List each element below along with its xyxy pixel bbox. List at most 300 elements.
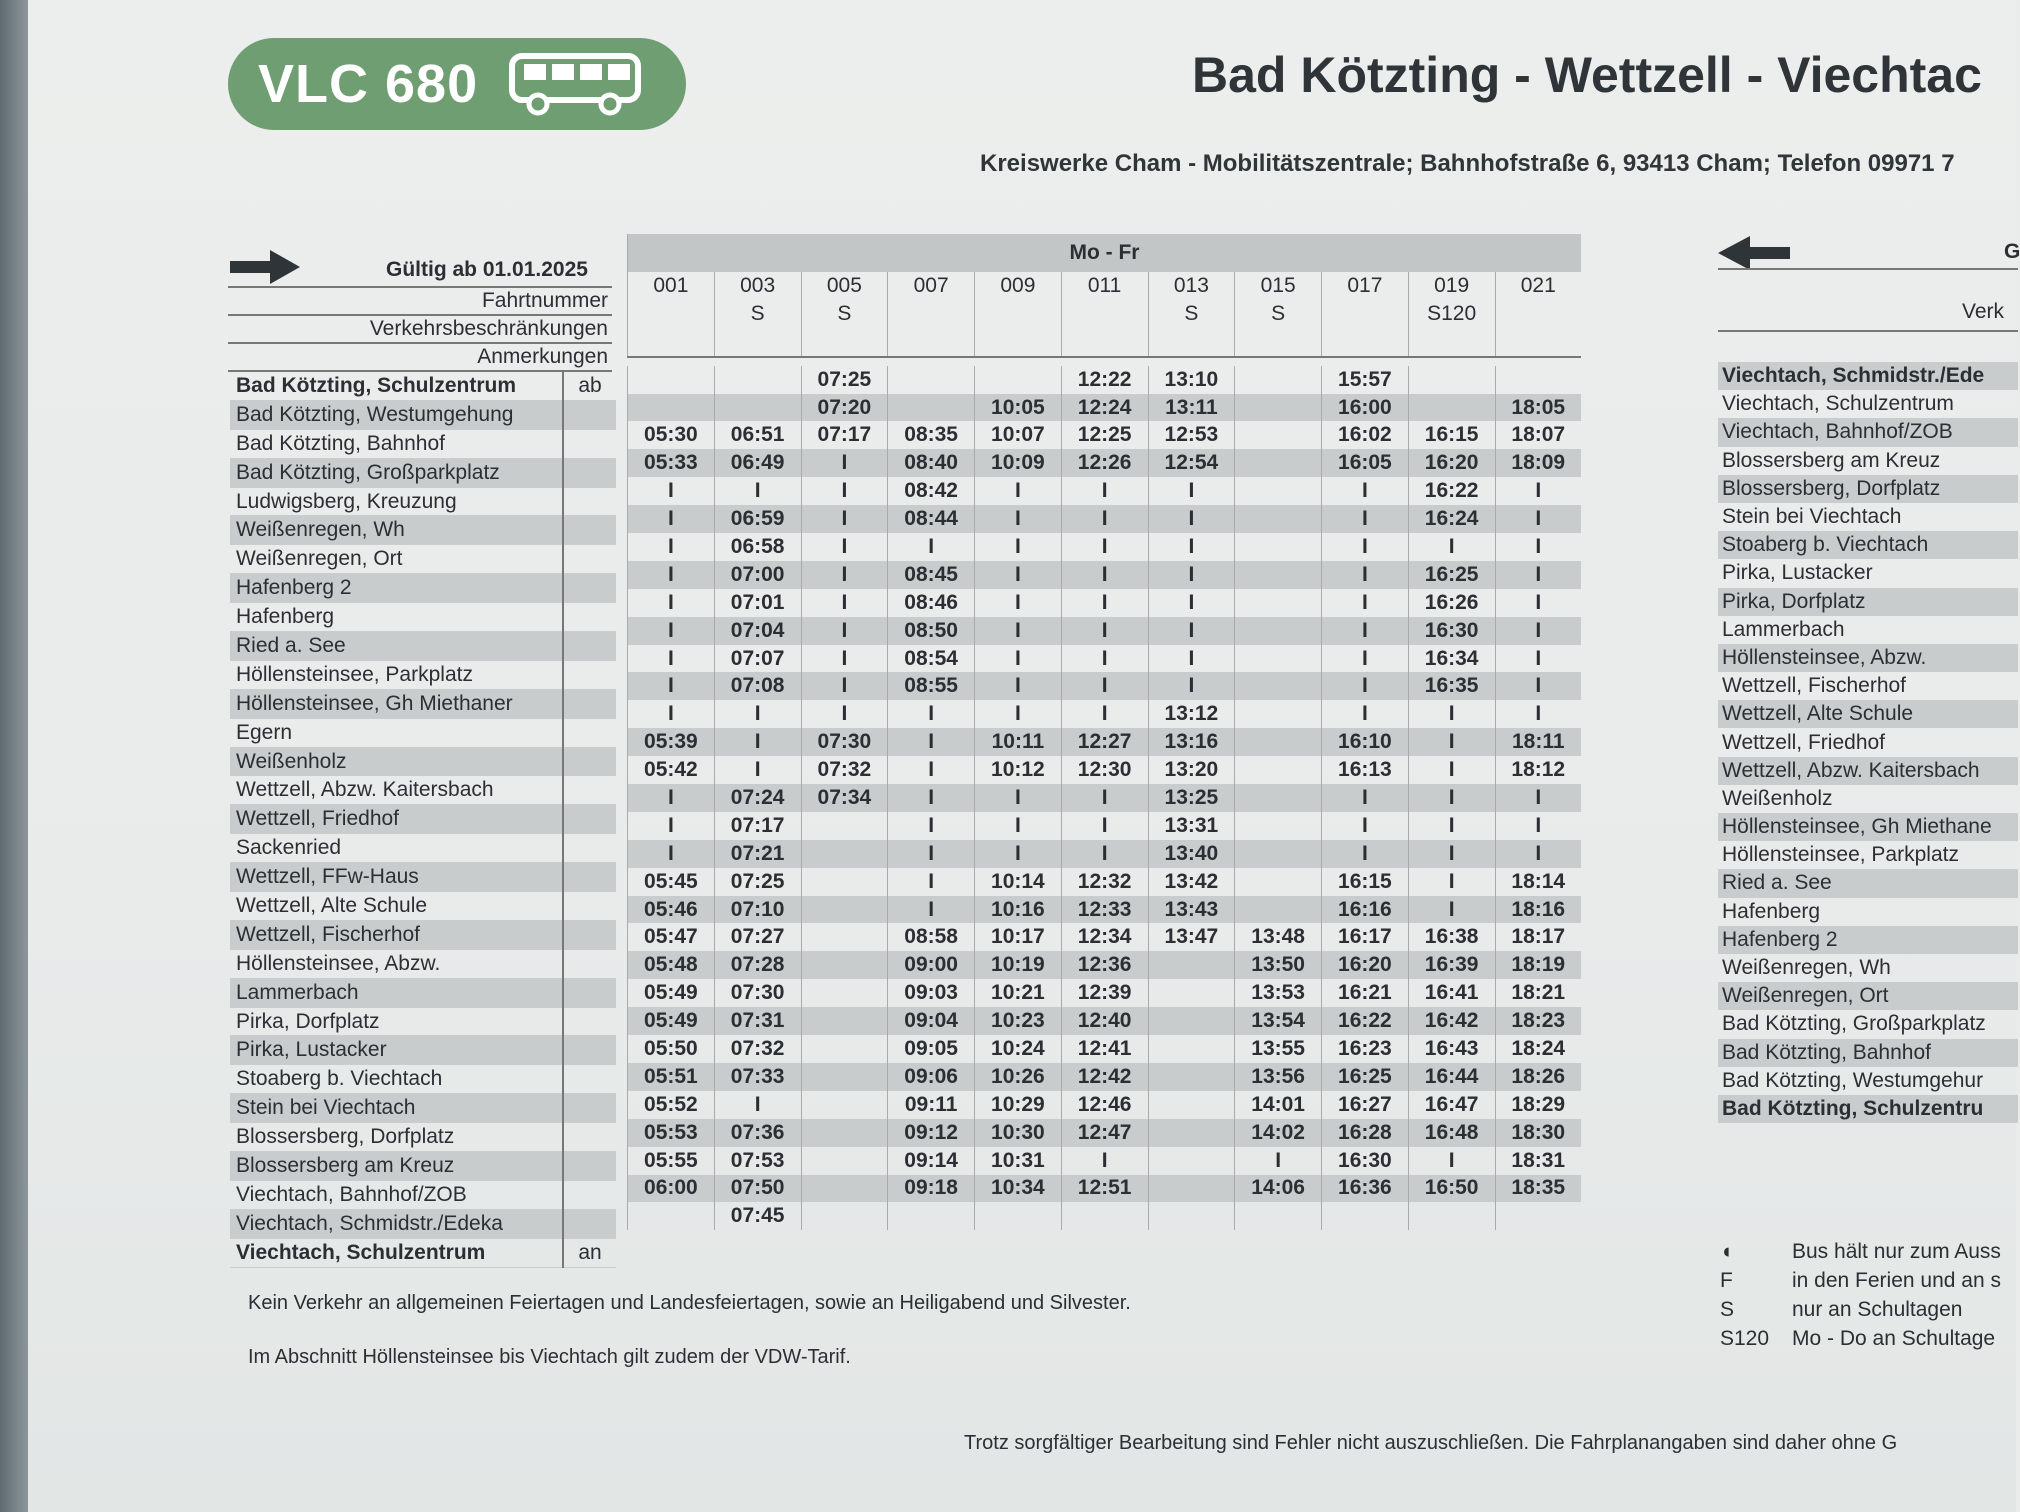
departure-time: I xyxy=(1322,840,1409,868)
departure-time: 10:24 xyxy=(975,1035,1062,1063)
return-stop-name: Wettzell, Abzw. Kaitersbach xyxy=(1718,757,2018,785)
departure-time: 07:32 xyxy=(714,1035,801,1063)
departure-time: 16:17 xyxy=(1322,923,1409,951)
return-stop-row xyxy=(1718,1095,2018,1123)
departure-time: 08:46 xyxy=(888,589,975,617)
time-row xyxy=(628,923,1582,951)
stop-row xyxy=(230,863,616,892)
stop-row xyxy=(230,372,616,400)
stop-row xyxy=(230,805,616,834)
departure-times-table xyxy=(627,234,1581,1230)
restriction-code: S xyxy=(801,300,888,328)
departure-time: 16:20 xyxy=(1322,951,1409,979)
stop-row xyxy=(230,458,616,487)
departure-time: 09:06 xyxy=(888,1063,975,1091)
departure-time: I xyxy=(1061,561,1148,589)
arrival-departure-mark xyxy=(563,1065,616,1094)
departure-time xyxy=(1235,421,1322,449)
restriction-code xyxy=(1495,300,1581,328)
departure-time: I xyxy=(1495,533,1581,561)
departure-time: I xyxy=(1322,561,1409,589)
departure-time: 10:26 xyxy=(975,1063,1062,1091)
departure-time xyxy=(801,868,888,896)
departure-time: 18:07 xyxy=(1495,421,1581,449)
valid-from: Gültig ab 01.01.2025 xyxy=(386,258,588,281)
arrival-departure-mark xyxy=(563,632,616,661)
stop-row xyxy=(230,574,616,603)
departure-time: 09:14 xyxy=(888,1147,975,1175)
departure-time: 06:58 xyxy=(714,533,801,561)
departure-time xyxy=(1235,756,1322,784)
departure-time: I xyxy=(628,617,715,645)
departure-time: I xyxy=(975,533,1062,561)
stop-list-table xyxy=(230,372,616,1268)
stop-name: Blossersberg am Kreuz xyxy=(230,1152,563,1181)
departure-time xyxy=(1235,617,1322,645)
departure-time xyxy=(801,840,888,868)
departure-time: 16:27 xyxy=(1322,1091,1409,1119)
departure-time: I xyxy=(1495,589,1581,617)
arrival-departure-mark xyxy=(563,545,616,574)
stop-name: Höllensteinsee, Parkplatz xyxy=(230,660,563,689)
departure-time: I xyxy=(1408,533,1495,561)
return-stop-name: Bad Kötzting, Großparkplatz xyxy=(1722,1012,1986,1036)
departure-time: I xyxy=(801,700,888,728)
stop-name: Lammerbach xyxy=(230,978,563,1007)
departure-time xyxy=(1148,1175,1235,1203)
legend xyxy=(1720,1240,2001,1356)
departure-time: 18:17 xyxy=(1495,923,1581,951)
arrival-departure-mark xyxy=(563,718,616,747)
departure-time: 16:15 xyxy=(1322,868,1409,896)
departure-time: I xyxy=(1148,561,1235,589)
restriction-code: S120 xyxy=(1408,300,1495,328)
day-label: Mo - Fr xyxy=(628,234,1582,272)
return-stop-name: Viechtach, Schmidstr./Ede xyxy=(1718,362,2018,390)
departure-time xyxy=(801,812,888,840)
departure-time: 08:40 xyxy=(888,449,975,477)
return-stop-row xyxy=(1718,813,2018,841)
departure-time: 12:46 xyxy=(1061,1091,1148,1119)
arrival-departure-mark xyxy=(563,603,616,632)
departure-time: 05:50 xyxy=(628,1035,715,1063)
departure-time: 13:10 xyxy=(1148,366,1235,394)
departure-time xyxy=(975,1202,1062,1230)
departure-time: I xyxy=(714,477,801,505)
departure-time: 08:54 xyxy=(888,645,975,673)
departure-time: 16:23 xyxy=(1322,1035,1409,1063)
departure-time xyxy=(1235,449,1322,477)
departure-time: I xyxy=(628,505,715,533)
departure-time: I xyxy=(801,645,888,673)
departure-time: 07:17 xyxy=(714,812,801,840)
departure-time: 16:26 xyxy=(1408,589,1495,617)
row-label-restrictions: Verkehrsbeschränkungen xyxy=(228,316,612,344)
departure-time: I xyxy=(628,840,715,868)
departure-time: I xyxy=(1322,589,1409,617)
stop-row xyxy=(230,718,616,747)
arrival-departure-mark xyxy=(563,1152,616,1181)
departure-time: I xyxy=(628,589,715,617)
departure-time: 10:11 xyxy=(975,728,1062,756)
right-header-line xyxy=(1718,268,2018,270)
departure-time: 16:25 xyxy=(1408,561,1495,589)
legend-key: S120 xyxy=(1720,1327,1770,1350)
restriction-code: S xyxy=(1148,300,1235,328)
return-stop-name: Lammerbach xyxy=(1722,617,1845,641)
departure-time: 10:23 xyxy=(975,1007,1062,1035)
departure-time: 14:02 xyxy=(1235,1119,1322,1147)
return-stop-row xyxy=(1718,418,2018,446)
arrival-departure-mark xyxy=(563,747,616,776)
departure-time: I xyxy=(975,589,1062,617)
time-row xyxy=(628,868,1582,896)
return-stop-list xyxy=(1718,362,2018,1123)
departure-time xyxy=(1148,1202,1235,1230)
stop-row xyxy=(230,776,616,805)
departure-time: I xyxy=(628,784,715,812)
arrival-departure-mark xyxy=(563,458,616,487)
departure-time: 16:05 xyxy=(1322,449,1409,477)
departure-time xyxy=(628,394,715,422)
route-number: VLC 680 xyxy=(258,54,479,114)
arrival-departure-mark xyxy=(563,487,616,516)
return-stop-name: Wettzell, Friedhof xyxy=(1722,730,1886,754)
departure-time: 16:41 xyxy=(1408,979,1495,1007)
departure-time: 13:54 xyxy=(1235,1007,1322,1035)
departure-time: I xyxy=(1495,561,1581,589)
departure-time xyxy=(1408,394,1495,422)
stop-name: Egern xyxy=(230,718,563,747)
departure-time: 16:00 xyxy=(1322,394,1409,422)
trip-number: 015 xyxy=(1235,272,1322,300)
direction-left-arrow-icon xyxy=(1718,236,1790,270)
departure-time: I xyxy=(1322,617,1409,645)
return-stop-row xyxy=(1718,672,2018,700)
arrival-departure-mark xyxy=(563,689,616,718)
departure-time: I xyxy=(975,645,1062,673)
departure-time xyxy=(1408,1202,1495,1230)
departure-time: 08:35 xyxy=(888,421,975,449)
departure-time: 05:39 xyxy=(628,728,715,756)
departure-time: I xyxy=(1408,700,1495,728)
departure-time xyxy=(1235,394,1322,422)
right-row-label: Verk xyxy=(1962,300,2005,323)
arrival-departure-mark xyxy=(563,1094,616,1123)
stop-name: Wettzell, Friedhof xyxy=(230,805,563,834)
departure-time: I xyxy=(1061,645,1148,673)
departure-time: I xyxy=(1061,1147,1148,1175)
departure-time: I xyxy=(1148,617,1235,645)
time-row xyxy=(628,1175,1582,1203)
departure-time: 16:21 xyxy=(1322,979,1409,1007)
departure-time: I xyxy=(714,756,801,784)
departure-time: 18:30 xyxy=(1495,1119,1581,1147)
departure-time: I xyxy=(888,812,975,840)
arrival-departure-mark xyxy=(563,920,616,949)
row-label-remarks: Anmerkungen xyxy=(228,344,612,372)
return-stop-name: Bad Kötzting, Bahnhof xyxy=(1718,1039,2018,1067)
departure-time: 12:24 xyxy=(1061,394,1148,422)
stop-row xyxy=(230,429,616,458)
departure-time: 08:58 xyxy=(888,923,975,951)
departure-time: I xyxy=(888,784,975,812)
legend-key: F xyxy=(1720,1269,1733,1292)
departure-time: 10:34 xyxy=(975,1175,1062,1203)
stop-name: Weißenholz xyxy=(230,747,563,776)
restriction-code xyxy=(1322,300,1409,328)
return-stop-row xyxy=(1718,982,2018,1010)
stop-row xyxy=(230,920,616,949)
departure-time: 08:44 xyxy=(888,505,975,533)
departure-time: I xyxy=(1148,672,1235,700)
return-stop-name: Weißenholz xyxy=(1722,786,1833,810)
departure-time: 05:47 xyxy=(628,923,715,951)
departure-time: 12:34 xyxy=(1061,923,1148,951)
arrival-departure-mark xyxy=(563,660,616,689)
departure-time: I xyxy=(801,533,888,561)
time-row xyxy=(628,477,1582,505)
stop-row xyxy=(230,1238,616,1267)
departure-time: I xyxy=(1322,505,1409,533)
time-row xyxy=(628,756,1582,784)
arrival-departure-mark xyxy=(563,574,616,603)
departure-time: 16:50 xyxy=(1408,1175,1495,1203)
stop-row xyxy=(230,949,616,978)
departure-time: 07:04 xyxy=(714,617,801,645)
departure-time: 10:12 xyxy=(975,756,1062,784)
departure-time: I xyxy=(801,477,888,505)
departure-time: I xyxy=(628,700,715,728)
departure-time: 12:53 xyxy=(1148,421,1235,449)
departure-time xyxy=(1235,505,1322,533)
remark-cell xyxy=(1061,328,1148,357)
departure-time: I xyxy=(1408,756,1495,784)
departure-time xyxy=(801,1202,888,1230)
departure-time: 18:16 xyxy=(1495,896,1581,924)
departure-time: I xyxy=(975,784,1062,812)
departure-time xyxy=(1322,1202,1409,1230)
departure-time: 07:20 xyxy=(801,394,888,422)
return-stop-name: Blossersberg, Dorfplatz xyxy=(1718,475,2018,503)
departure-time: 07:24 xyxy=(714,784,801,812)
return-stop-row xyxy=(1718,869,2018,897)
departure-time: 18:31 xyxy=(1495,1147,1581,1175)
departure-time: 09:05 xyxy=(888,1035,975,1063)
trip-number: 001 xyxy=(628,272,715,300)
departure-time xyxy=(628,366,715,394)
remarks-row xyxy=(628,328,1582,357)
departure-time: I xyxy=(801,672,888,700)
departure-time xyxy=(1495,1202,1581,1230)
time-row xyxy=(628,1063,1582,1091)
departure-time: I xyxy=(801,449,888,477)
departure-time: 07:31 xyxy=(714,1007,801,1035)
departure-time: 08:55 xyxy=(888,672,975,700)
departure-time: I xyxy=(628,533,715,561)
departure-time: 10:19 xyxy=(975,951,1062,979)
departure-time: I xyxy=(975,840,1062,868)
departure-time xyxy=(1148,1119,1235,1147)
stop-name: Sackenried xyxy=(230,834,563,863)
stop-row xyxy=(230,660,616,689)
departure-time: I xyxy=(1495,505,1581,533)
stop-row xyxy=(230,689,616,718)
stop-row xyxy=(230,1007,616,1036)
restriction-code xyxy=(888,300,975,328)
departure-time: 09:18 xyxy=(888,1175,975,1203)
stop-row xyxy=(230,1094,616,1123)
departure-time xyxy=(1235,672,1322,700)
departure-time: I xyxy=(1322,645,1409,673)
legend-item xyxy=(1720,1298,2001,1327)
departure-time: 05:30 xyxy=(628,421,715,449)
stop-name: Weißenregen, Ort xyxy=(230,545,563,574)
departure-time: I xyxy=(975,700,1062,728)
departure-time xyxy=(801,1147,888,1175)
departure-time: I xyxy=(1061,477,1148,505)
departure-time: 10:30 xyxy=(975,1119,1062,1147)
stop-row xyxy=(230,978,616,1007)
departure-time: 05:53 xyxy=(628,1119,715,1147)
return-stop-row xyxy=(1718,616,2018,644)
departure-time: 16:44 xyxy=(1408,1063,1495,1091)
stop-name: Viechtach, Schulzentrum xyxy=(230,1238,563,1267)
stop-name: Stoaberg b. Viechtach xyxy=(230,1065,563,1094)
stop-name: Blossersberg, Dorfplatz xyxy=(230,1123,563,1152)
arrival-departure-mark xyxy=(563,1123,616,1152)
departure-time: 18:21 xyxy=(1495,979,1581,1007)
arrival-departure-mark xyxy=(563,805,616,834)
stop-name: Pirka, Dorfplatz xyxy=(230,1007,563,1036)
departure-time: 05:49 xyxy=(628,1007,715,1035)
arrival-departure-mark xyxy=(563,1007,616,1036)
departure-time: 12:22 xyxy=(1061,366,1148,394)
departure-time: 08:42 xyxy=(888,477,975,505)
arrival-departure-mark xyxy=(563,776,616,805)
legend-item xyxy=(1720,1269,2001,1298)
time-row xyxy=(628,951,1582,979)
departure-time xyxy=(1235,784,1322,812)
time-row xyxy=(628,421,1582,449)
departure-time: I xyxy=(1061,840,1148,868)
day-header-row xyxy=(628,234,1582,272)
departure-time: 12:47 xyxy=(1061,1119,1148,1147)
departure-time: 13:11 xyxy=(1148,394,1235,422)
departure-time: 13:16 xyxy=(1148,728,1235,756)
return-stop-name: Stein bei Viechtach xyxy=(1722,505,1902,529)
return-stop-name: Weißenregen, Ort xyxy=(1718,982,2018,1010)
departure-time xyxy=(888,1202,975,1230)
time-row xyxy=(628,840,1582,868)
departure-time: 12:30 xyxy=(1061,756,1148,784)
departure-time xyxy=(1235,728,1322,756)
departure-time xyxy=(1235,589,1322,617)
departure-time xyxy=(801,1063,888,1091)
departure-time: 16:13 xyxy=(1322,756,1409,784)
stop-name: Viechtach, Bahnhof/ZOB xyxy=(230,1180,563,1209)
arrival-departure-mark xyxy=(563,400,616,429)
departure-time: I xyxy=(975,505,1062,533)
departure-time: 16:39 xyxy=(1408,951,1495,979)
departure-time xyxy=(801,951,888,979)
departure-time: 06:51 xyxy=(714,421,801,449)
time-row xyxy=(628,672,1582,700)
departure-time: I xyxy=(1495,672,1581,700)
departure-time: I xyxy=(975,477,1062,505)
stop-name: Wettzell, Fischerhof xyxy=(230,920,563,949)
departure-time: 16:36 xyxy=(1322,1175,1409,1203)
departure-time: I xyxy=(1495,617,1581,645)
departure-time: 18:26 xyxy=(1495,1063,1581,1091)
disclaimer-note: Trotz sorgfältiger Bearbeitung sind Fehler nicht auszuschließen. Die Fahrplanangaben sind daher ohne G xyxy=(964,1432,1898,1454)
departure-time: 05:33 xyxy=(628,449,715,477)
return-stop-name: Höllensteinsee, Abzw. xyxy=(1718,644,2018,672)
time-row xyxy=(628,896,1582,924)
departure-time xyxy=(1061,1202,1148,1230)
left-header-labels xyxy=(228,286,612,372)
stop-name: Viechtach, Schmidstr./Edeka xyxy=(230,1209,563,1238)
departure-time: 07:36 xyxy=(714,1119,801,1147)
departure-time xyxy=(1148,1007,1235,1035)
departure-time: 18:35 xyxy=(1495,1175,1581,1203)
departure-time: 07:53 xyxy=(714,1147,801,1175)
return-stop-name: Weißenregen, Wh xyxy=(1722,956,1891,980)
remark-cell xyxy=(975,328,1062,357)
legend-text: Mo - Do an Schultage xyxy=(1792,1327,1996,1350)
departure-time: 10:05 xyxy=(975,394,1062,422)
return-stop-name: Blossersberg am Kreuz xyxy=(1722,448,1941,472)
departure-time: 16:10 xyxy=(1322,728,1409,756)
return-stop-name: Ried a. See xyxy=(1718,869,2018,897)
departure-time xyxy=(801,923,888,951)
arrival-departure-mark xyxy=(563,978,616,1007)
departure-time: 07:00 xyxy=(714,561,801,589)
arrival-departure-mark xyxy=(563,516,616,545)
trip-number-row xyxy=(628,272,1582,300)
departure-time: 07:21 xyxy=(714,840,801,868)
departure-time: 16:20 xyxy=(1408,449,1495,477)
arrival-departure-mark xyxy=(563,863,616,892)
departure-time: 13:56 xyxy=(1235,1063,1322,1091)
departure-time: 05:45 xyxy=(628,868,715,896)
time-row xyxy=(628,1147,1582,1175)
return-stop-name: Pirka, Lustacker xyxy=(1722,561,1873,585)
departure-time: 12:26 xyxy=(1061,449,1148,477)
departure-time: 12:32 xyxy=(1061,868,1148,896)
return-stop-name: Stoaberg b. Viechtach xyxy=(1718,531,2018,559)
departure-time xyxy=(801,1175,888,1203)
bus-icon xyxy=(508,52,642,116)
departure-time: 07:25 xyxy=(801,366,888,394)
arrival-departure-mark xyxy=(563,834,616,863)
departure-time: I xyxy=(1322,812,1409,840)
return-stop-row xyxy=(1718,841,2018,869)
departure-time: 07:07 xyxy=(714,645,801,673)
departure-time: 13:20 xyxy=(1148,756,1235,784)
departure-time: 12:42 xyxy=(1061,1063,1148,1091)
stop-row xyxy=(230,834,616,863)
time-row xyxy=(628,505,1582,533)
departure-time: 07:34 xyxy=(801,784,888,812)
departure-time: I xyxy=(801,505,888,533)
departure-time: I xyxy=(1061,672,1148,700)
departure-time xyxy=(888,366,975,394)
stop-name: Pirka, Lustacker xyxy=(230,1036,563,1065)
departure-time xyxy=(1235,366,1322,394)
departure-time: 08:50 xyxy=(888,617,975,645)
legend-key: ◖ xyxy=(1720,1240,1733,1263)
